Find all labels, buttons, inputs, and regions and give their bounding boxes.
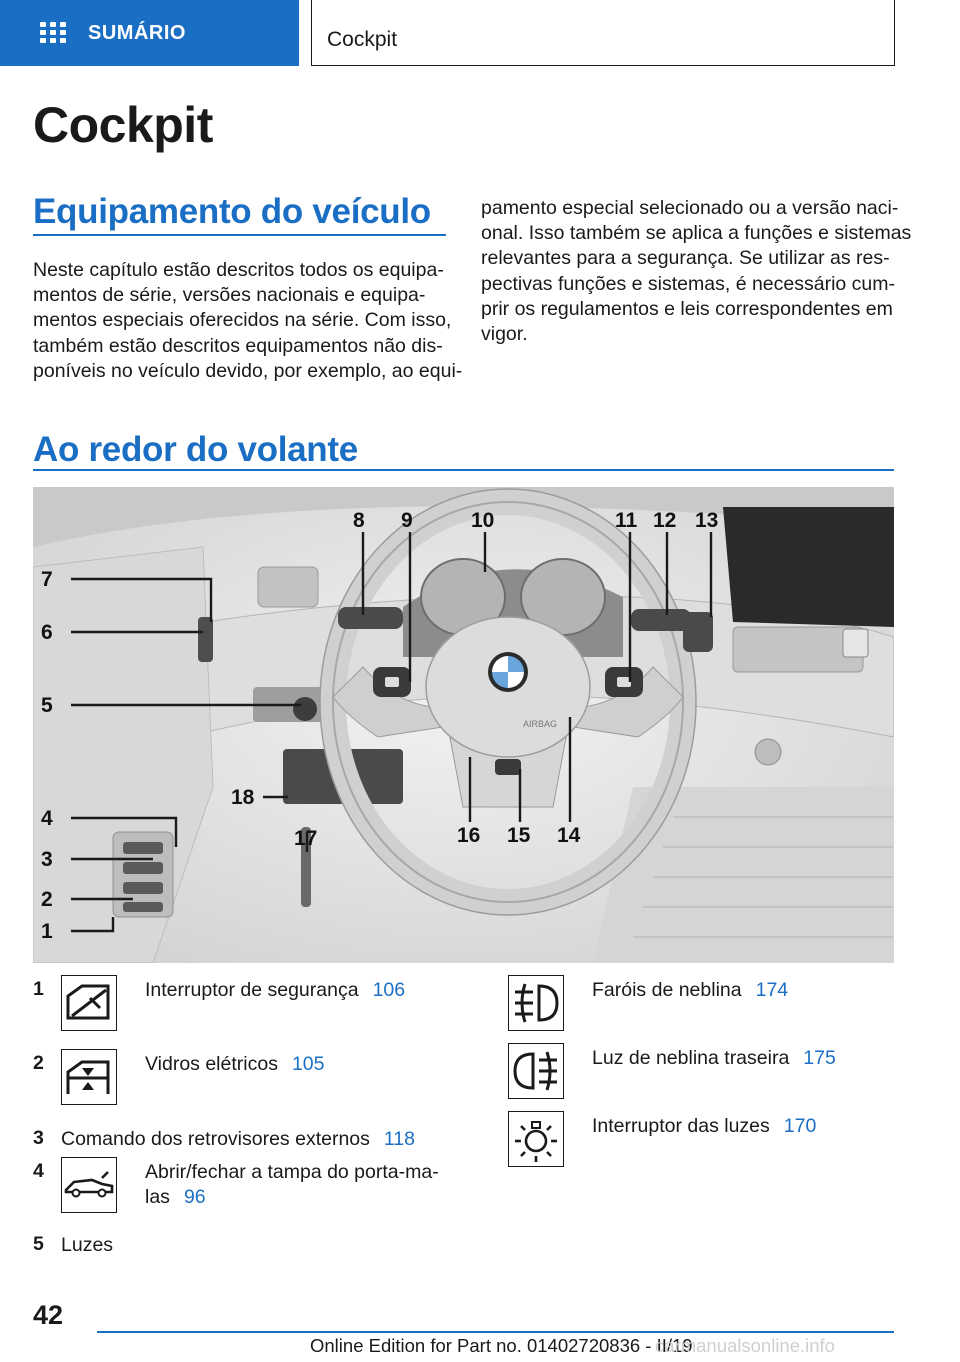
callout-11: 11 [615,509,638,532]
text-line: Neste capítulo estão descritos todos os equipa- [33,259,444,281]
callout-12: 12 [653,509,677,532]
callout-7: 7 [41,568,53,591]
text-line: prir os regulamentos e leis correspondentes em [481,297,893,320]
cockpit-illustration [33,487,894,963]
legend-text: Comando dos retrovisores externos [61,1128,370,1150]
footer-rule [97,1331,894,1333]
airbag-text: AIRBAG [523,719,558,729]
light-switch-icon [508,1111,564,1167]
legend-text: Faróis de neblina [592,979,742,1001]
intro-text-right [481,196,911,347]
callout-15: 15 [507,824,531,847]
legend-text: Luzes [61,1234,114,1256]
page-link[interactable]: 106 [372,979,406,1001]
callout-16: 16 [457,824,481,847]
legend-text: Interruptor das luzes [592,1115,770,1137]
section-rule [33,469,894,471]
text-line: também estão descritos equipamentos não dis- [33,334,443,357]
edition-text: Online Edition for Part no. 01402720836 - II/19 [310,1335,693,1356]
legend-item-light-switch [592,1114,816,1139]
legend-num-2: 2 [33,1052,44,1074]
section-heading-steering: Ao redor do volante [33,430,358,469]
callout-1: 1 [41,920,53,943]
legend-item-1 [145,978,405,1003]
page-link[interactable]: 118 [383,1128,415,1150]
legend-item-2 [145,1052,325,1077]
text-line: pectivas funções e sistemas, é necessário cum- [481,272,896,295]
power-window-icon [61,1049,117,1105]
legend-num-4: 4 [33,1160,44,1182]
callout-8: 8 [353,509,365,532]
callout-6: 6 [41,621,53,644]
section-tab [311,0,895,66]
legend-item-fog-front [592,978,788,1003]
legend-num-1: 1 [33,978,44,1000]
callout-5: 5 [41,694,53,717]
callout-2: 2 [41,888,53,911]
page-link[interactable]: 175 [803,1047,836,1069]
page-number: 42 [33,1300,64,1330]
legend-num-5: 5 [33,1233,44,1255]
legend-text: Abrir/fechar a tampa do porta-ma- [145,1161,439,1183]
callout-17: 17 [294,827,318,850]
text-line: vigor. [481,323,528,346]
page-link[interactable]: 174 [755,979,789,1001]
intro-text-left [33,258,462,384]
tailgate-icon [61,1157,117,1213]
legend-text: Luz de neblina traseira [592,1047,790,1069]
legend-text: Vidros elétricos [145,1053,278,1075]
text-line: relevantes para a segurança. Se utilizar as res- [481,247,890,270]
window-lock-icon [61,975,117,1031]
callout-13: 13 [695,509,719,532]
cockpit-figure [33,487,894,963]
toc-label: SUMÁRIO [88,21,186,44]
text-line: poníveis no veículo devido, por exemplo, ao equi- [33,359,463,382]
page-title: Cockpit [33,97,213,153]
legend-text: Interruptor de segurança [145,979,359,1001]
page-link[interactable]: 96 [183,1186,206,1208]
legend-item-5 [61,1233,113,1258]
text-line: mentos de série, versões nacionais e equipa- [33,284,426,307]
callout-18: 18 [231,786,255,809]
grid-menu-icon [40,22,66,44]
front-fog-light-icon [508,975,564,1031]
callout-9: 9 [401,509,413,532]
legend-item-4 [145,1160,439,1210]
toc-button[interactable] [0,0,299,66]
page-link[interactable]: 170 [783,1115,817,1137]
text-line: pamento especial selecionado ou a versão naci- [481,197,899,219]
callout-3: 3 [41,848,53,871]
watermark: carmanualsonline.info [655,1335,835,1356]
section-rule [33,234,446,236]
legend-item-fog-rear [592,1046,836,1071]
legend-num-3: 3 [33,1127,44,1149]
callout-10: 10 [471,509,495,532]
callout-4: 4 [41,807,53,830]
rear-fog-light-icon [508,1043,564,1099]
page-link[interactable]: 105 [291,1053,325,1075]
legend-text: las [145,1186,170,1208]
text-line: mentos especiais oferecidos na série. Com isso, [33,309,452,332]
legend-item-3 [61,1127,415,1152]
section-heading-equipment: Equipamento do veículo [33,192,431,231]
callout-14: 14 [557,824,581,847]
text-line: onal. Isso também se aplica a funções e sistemas [481,222,912,245]
section-tab-label: Cockpit [327,28,398,51]
